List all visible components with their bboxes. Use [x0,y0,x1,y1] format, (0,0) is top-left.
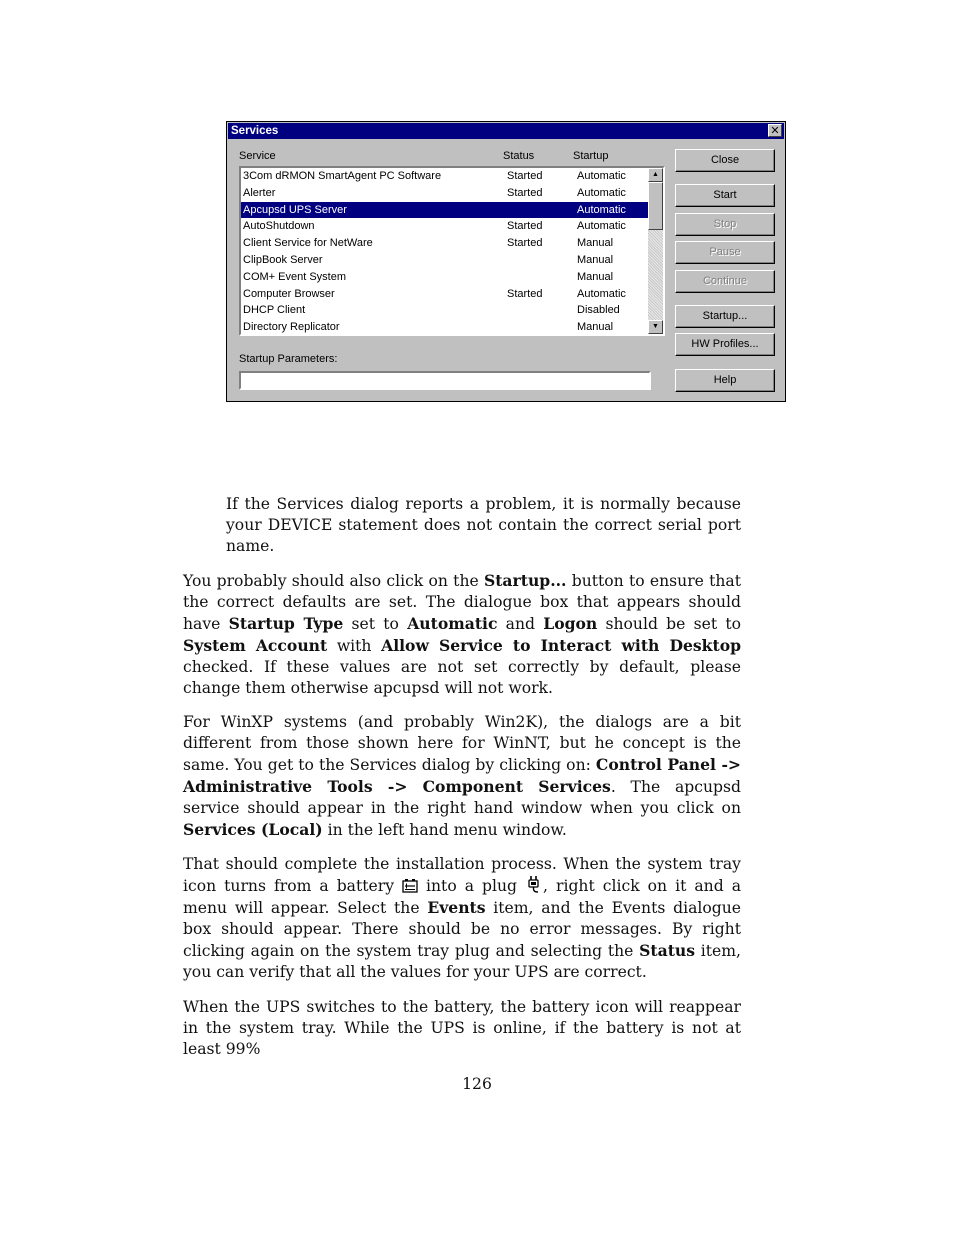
scroll-thumb[interactable] [648,182,663,230]
close-button[interactable]: Close [675,149,775,172]
service-startup: Manual [577,270,614,283]
bold-startup: Startup... [483,571,567,590]
battery-icon [402,878,418,893]
text: That should complete the installation process. When the system tray icon turns from a battery [183,855,741,896]
text: , right click on it and a menu will appear. Select the [183,877,741,918]
services-rows [241,168,651,336]
text: For WinXP systems (and probably Win2K), the dialogs are a bit different from those shown here for WinNT, but he concept is the same. You get to the Services dialog by clicking on: [183,713,741,775]
text: with [327,637,382,656]
service-row[interactable] [241,202,651,219]
service-name: 3Com dRMON SmartAgent PC Software [243,170,442,182]
text: in the left hand menu window. [322,821,567,840]
service-status: Started [507,186,543,199]
service-startup: Automatic [577,287,626,300]
service-row[interactable] [241,302,651,319]
service-name: DHCP Client [243,304,306,317]
service-startup: Manual [577,253,614,266]
text: button to ensure that the correct defaults are set. The dialogue box that appears should have [183,572,741,634]
start-button[interactable]: Start [675,184,775,207]
service-startup: Automatic [577,220,626,233]
services-list[interactable] [239,166,665,336]
service-name: AutoShutdown [243,220,315,233]
service-startup: Manual [577,237,614,250]
service-name: Client Service for NetWare [243,237,373,250]
bold-automatic: Automatic [407,614,498,634]
service-name: COM+ Event System [243,270,347,283]
service-row[interactable] [241,319,651,336]
service-row[interactable] [241,269,651,286]
service-name: ClipBook Server [243,253,323,266]
text: . The apcupsd service should appear in the right hand window when you click on [183,778,741,818]
bold-services-local: Services (Local) [183,820,323,840]
service-row[interactable] [241,218,651,235]
paragraph-services-problem: If the Services dialog reports a problem, it is normally because your DEVICE statement does not contain the correct serial port name. [226,495,741,556]
bold-startup-type: Startup Type [228,614,344,634]
hw-profiles-button[interactable]: HW Profiles... [675,333,775,356]
bold-logon: Logon [543,614,598,634]
service-row[interactable] [241,185,651,202]
text: set to [343,615,408,634]
services-dialog [226,121,786,402]
close-icon[interactable]: ✕ [768,124,782,137]
paragraph-ups-battery: When the UPS switches to the battery, the battery icon will reappear in the system tray. While the UPS is online, if the battery is not at least 99% [183,998,741,1059]
scroll-down-icon[interactable]: ▼ [648,320,663,334]
pause-button[interactable]: Pause [675,241,775,264]
service-startup: Manual [577,321,614,334]
text: You probably should also click on the [183,572,484,590]
service-name: Computer Browser [243,287,335,300]
service-name: Directory Replicator [243,321,340,334]
service-status: Started [507,220,543,233]
paragraph-winxp [183,712,741,842]
bold-events: Events [427,898,486,918]
stop-button[interactable]: Stop [675,213,775,236]
column-header-service[interactable]: Service [239,150,276,162]
startup-parameters-input[interactable] [239,371,651,390]
text: item, and the Events dialogue box should appear. There should be no error messages. By right clicking again on the system tray plug and selecting the [183,899,741,961]
plug-icon [525,875,543,893]
service-startup: Automatic [577,170,626,182]
service-row[interactable] [241,235,651,252]
service-row[interactable] [241,252,651,269]
dialog-title: Services [231,125,279,137]
bold-system-account: System Account [183,636,328,656]
page-number: 126 [462,1075,492,1093]
service-startup: Automatic [577,186,626,199]
service-row[interactable] [241,286,651,303]
bold-allow-service: Allow Service to Interact with Desktop [381,636,741,656]
paragraph-startup-defaults [183,570,741,700]
text: checked. If these values are not set correctly by default, please change them otherwise apcupsd will not work. [183,658,741,698]
bold-control-panel-path: Control Panel -> Administrative Tools -> Component Services [183,755,741,797]
services-scrollbar[interactable] [648,168,663,334]
service-startup: Automatic [577,203,626,216]
service-startup: Disabled [577,304,620,317]
service-status: Started [507,237,543,250]
scroll-up-icon[interactable]: ▲ [648,168,663,182]
service-status: Started [507,287,543,300]
column-header-startup[interactable]: Startup [573,150,609,162]
help-button[interactable]: Help [675,369,775,392]
text: item, you can verify that all the values for your UPS are correct. [183,942,741,982]
paragraph-installation-complete [183,854,741,984]
text: should be set to [597,615,741,634]
continue-button[interactable]: Continue [675,270,775,293]
service-name: Apcupsd UPS Server [243,203,347,216]
service-name: Alerter [243,186,276,199]
text: into a plug [418,877,526,896]
dialog-titlebar [228,123,784,139]
startup-parameters-label: Startup Parameters: [239,353,338,365]
service-status: Started [507,170,543,182]
service-row[interactable] [241,168,651,185]
column-header-status[interactable]: Status [503,150,535,162]
startup-button[interactable]: Startup... [675,305,775,328]
text: and [497,615,544,634]
bold-status: Status [639,941,696,961]
